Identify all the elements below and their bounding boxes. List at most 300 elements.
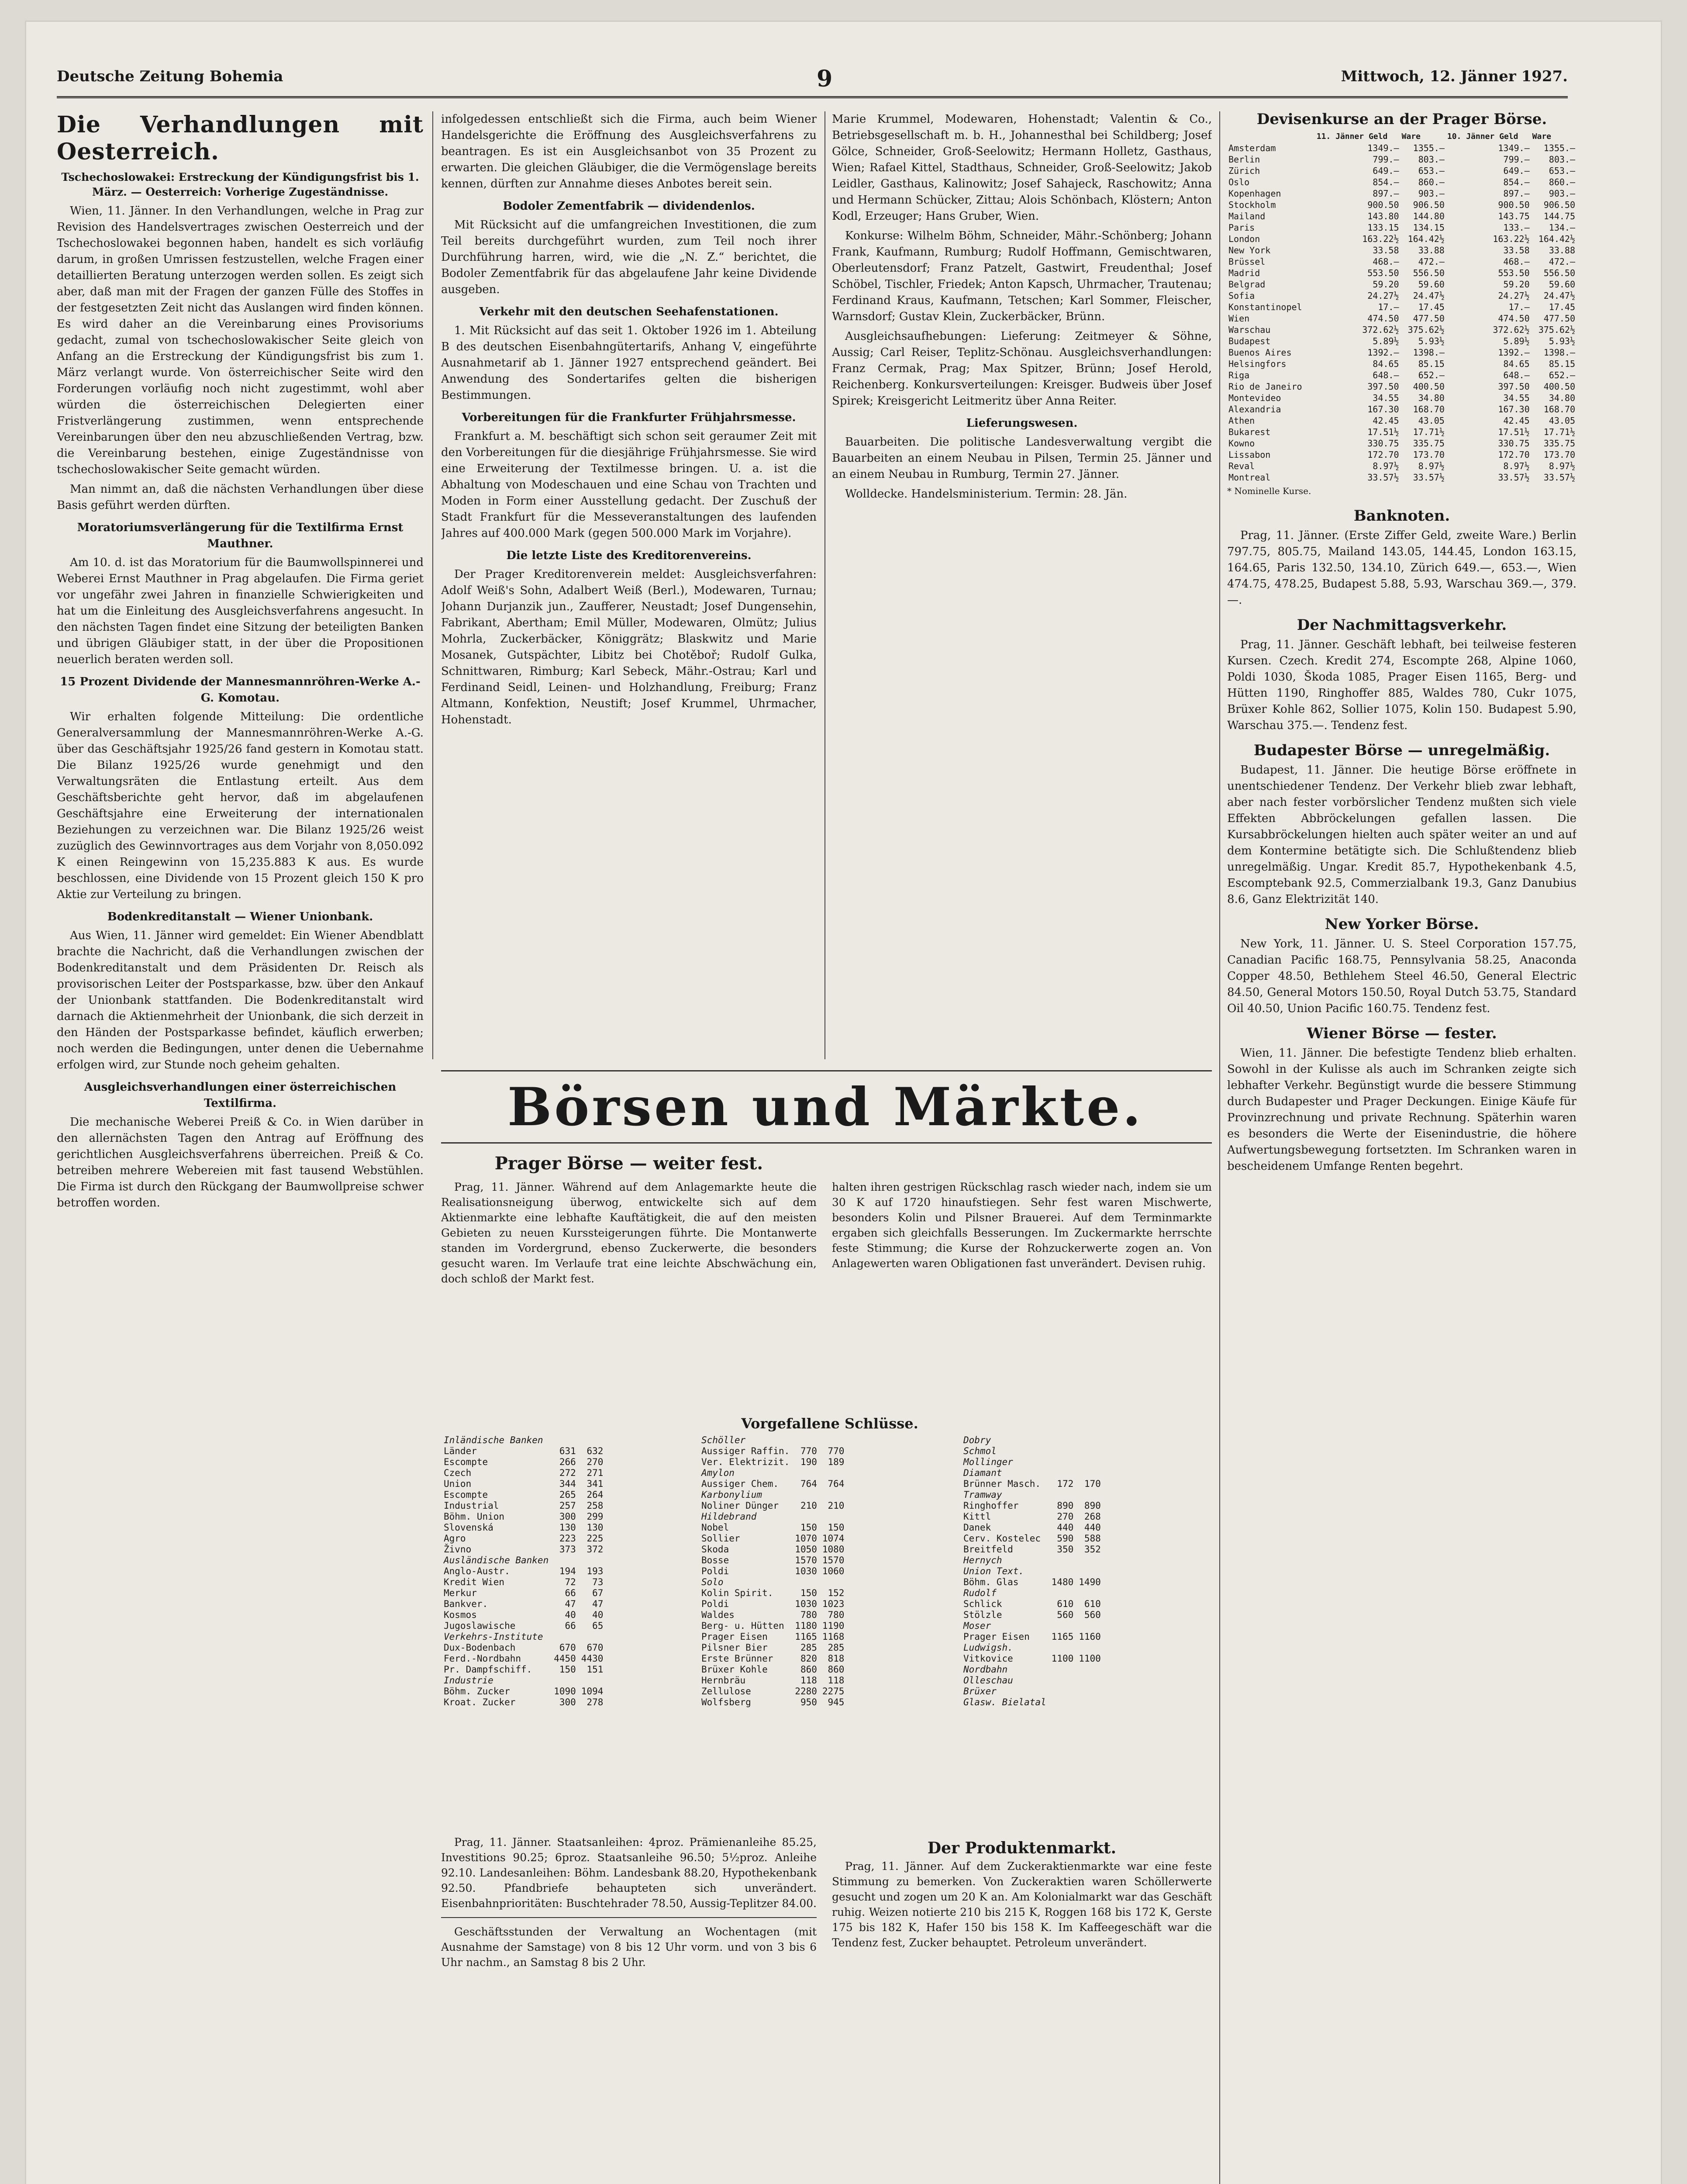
currency-place: Mailand xyxy=(1228,211,1266,221)
table-row xyxy=(961,1435,1104,1446)
quote-cell: 1570 xyxy=(795,1555,817,1565)
quote-cell: 820 xyxy=(800,1653,817,1664)
quote-cell: 72 xyxy=(565,1577,576,1587)
rate-cell: 33.57½ xyxy=(1367,472,1399,483)
table-row xyxy=(1227,245,1577,256)
quote-cell xyxy=(1049,1446,1076,1457)
column-header: 11. Jänner Geld xyxy=(1316,132,1388,141)
table-row xyxy=(441,1522,606,1533)
currency-place: Bukarest xyxy=(1228,427,1271,437)
quotes-table-3 xyxy=(961,1435,1214,1708)
quote-cell: 299 xyxy=(586,1511,604,1522)
table-row xyxy=(1227,222,1577,233)
rate-cell: 900.50 xyxy=(1498,200,1530,210)
quote-cell: 270 xyxy=(586,1457,604,1467)
table-row xyxy=(1227,267,1577,279)
section-heading: Lieferungswesen. xyxy=(966,417,1078,430)
rate-cell: 167.30 xyxy=(1498,404,1530,415)
quote-cell xyxy=(579,1631,606,1642)
quote-cell xyxy=(1049,1435,1076,1446)
quote-cell xyxy=(1049,1555,1076,1566)
table-row xyxy=(961,1555,1104,1566)
table-row xyxy=(441,1664,606,1675)
quote-cell: 610 xyxy=(1057,1599,1074,1609)
table-row xyxy=(441,1577,606,1588)
rate-cell: 59.60 xyxy=(1549,279,1575,290)
security-name: Prager Eisen xyxy=(701,1631,768,1642)
rate-cell: 84.65 xyxy=(1373,359,1399,369)
table-row xyxy=(441,1489,606,1500)
column-header xyxy=(1227,131,1315,142)
paragraph: Prag, 11. Jänner. Während auf dem Anlagemarkte heute die Realisationsneigung überwog, entwickelte sich auf dem Aktienmarkte eine lebhafte Kauftätigkeit, die auf den meisten Gebieten zu neuen Kurssteigerungen führte. Die Montanwerte standen im Vordergrund, ebenso Zuckerwerte, die besonders gesucht waren. Im Verlaufe trat eine leichte Abschwächung ein, doch schloß der Markt fest. xyxy=(441,1181,817,1285)
table-row xyxy=(961,1446,1104,1457)
quote-cell: 150 xyxy=(800,1588,817,1598)
rate-cell: 803.— xyxy=(1418,154,1445,165)
security-name: Mollinger xyxy=(963,1457,1013,1467)
rate-cell: 474.50 xyxy=(1367,313,1399,324)
section-heading: Banknoten. xyxy=(1353,507,1450,525)
security-name: Böhm. Union xyxy=(444,1511,505,1522)
quote-cell: 2275 xyxy=(822,1686,845,1697)
table-row xyxy=(441,1686,606,1697)
table-row xyxy=(441,1631,606,1642)
paragraph: Frankfurt a. M. beschäftigt sich schon seit geraumer Zeit mit den Vorbereitungen für die diesjährige Frühjahrsmesse. Sie wird eine Erweiterung der Textilmesse bringen. U. a. ist die Abhaltung von Modeschauen und eine Schau von Trachten und Moden in Form einer Ausstellung gedacht. Der Zuschuß der Stadt Frankfurt für die Messeveranstaltungen des laufenden Jahres auf 400.000 Mark (gegen 500.000 Mark im Vorjahre). xyxy=(441,430,817,540)
table-row xyxy=(961,1653,1104,1664)
security-name: Stölzle xyxy=(963,1610,1002,1620)
rate-cell: 1349.— xyxy=(1367,143,1399,153)
table-row xyxy=(441,1468,606,1479)
paragraph: halten ihren gestrigen Rückschlag rasch wieder nach, indem sie um 30 K auf 1720 hinaufstiegen. Sehr fest waren Mischwerte, besonders Kolin und Pilsner Brauerei. Auf dem Terminmarkte ergaben sich gleichfalls Besserungen. Im Zuckermarkte herrschte feste Stimmung; die Kurse der Rohzuckerwerte zogen an. Von Anlagewerten waren Obligationen fast unverändert. Devisen ruhig. xyxy=(832,1181,1212,1270)
quote-cell: 2280 xyxy=(795,1686,817,1697)
rate-cell: 799.— xyxy=(1373,154,1399,165)
quote-cell: 300 xyxy=(559,1511,576,1522)
rate-cell: 17.45 xyxy=(1418,302,1445,312)
security-name: Moser xyxy=(963,1621,991,1631)
table-row xyxy=(1227,370,1577,381)
table-row xyxy=(1227,313,1577,324)
rate-cell: 854.— xyxy=(1503,177,1530,187)
table-row xyxy=(1227,415,1577,426)
rate-cell: 17.71½ xyxy=(1543,427,1575,437)
paragraph: Prag, 11. Jänner. Staatsanleihen: 4proz. Prämienanleihe 85.25, Investitions 90.25; 6proz. Staatsanleihe 96.50; 5½proz. Anleihe 92.10. Landesanleihen: Böhm. Landesbank 88.20, Hypothekenbank 92.50. Pfandbriefe behaupteten sich unverändert. Eisenbahnprioritäten: Buschtehrader 78.50, Aussig-Teplitzer 84.00. xyxy=(441,1836,817,1910)
quote-cell: 152 xyxy=(828,1588,845,1598)
rate-cell: 17.45 xyxy=(1549,302,1575,312)
rate-cell: 330.75 xyxy=(1367,438,1399,449)
paragraph: Der Prager Kreditorenverein meldet: Ausgleichsverfahren: Adolf Weiß's Sohn, Adalbert Weiß (Berl.), Modewaren, Turnau; Johann Durjanzik jun., Zaufferer, Neustadt; Josef Dungensehin, Fabrikant, Abertham; Emil Müller, Modewaren, Olmütz; Julius Mohrla, Zuckerbäcker, Königgrätz; Blaskwitz und Marie Mosanek, Gutspächter, Libitz bei Chotěboř; Rudolf Gulka, Schnittwaren, Rimburg; Karl Sebeck, Mähr.-Ostrau; Karl und Ferdinand Seidl, Leinen- und Holzhandlung, Freiburg; Franz Altmann, Konfektion, Neustift; Josef Krummel, Uhrmacher, Hohenstadt. xyxy=(441,568,817,726)
security-name: Vitkovice xyxy=(963,1653,1013,1664)
security-name: Danek xyxy=(963,1522,991,1533)
paragraph: Marie Krummel, Modewaren, Hohenstadt; Valentin & Co., Betriebsgesellschaft m. b. H., Johannesthal bei Schildberg; Josef Gölce, Schneider, Groß-Seelowitz; Hermann Holletz, Gasthaus, Wien; Rafael Kittel, Stadthaus, Schneider, Groß-Seelowitz; Jakob Leidler, Gasthaus, Kalinowitz; Josef Sahajeck, Raschowitz; Anna und Hermann Schücker, Zittau; Alois Schönbach, Klöstern; Anton Kodl, Erzeuger; Hans Gruber, Wien. xyxy=(832,113,1212,223)
table-row xyxy=(441,1610,606,1621)
rate-cell: 1355.— xyxy=(1543,143,1575,153)
currency-place: Alexandria xyxy=(1228,404,1281,415)
quote-cell: 1080 xyxy=(822,1544,845,1555)
section-heading: Moratoriumsverlängerung für die Textilfirma Ernst Mauthner. xyxy=(77,521,404,550)
rate-cell: 1355.— xyxy=(1413,143,1445,153)
table-row xyxy=(699,1489,847,1500)
security-name: Böhm. Glas xyxy=(963,1577,1019,1587)
rate-cell: 24.27½ xyxy=(1498,290,1530,301)
quote-cell: 193 xyxy=(586,1566,604,1576)
column-3 xyxy=(832,111,1212,1059)
table-row xyxy=(441,1446,606,1457)
security-name: Inländische Banken xyxy=(444,1435,543,1445)
quote-cell: 118 xyxy=(828,1675,845,1686)
table-row xyxy=(961,1533,1104,1544)
table-row xyxy=(699,1621,847,1631)
rate-cell: 1392.— xyxy=(1498,347,1530,358)
table-row xyxy=(961,1599,1104,1610)
rate-cell: 34.80 xyxy=(1418,393,1445,403)
rate-cell: 33.57½ xyxy=(1498,472,1530,483)
quote-cell: 780 xyxy=(828,1610,845,1620)
currency-place: Warschau xyxy=(1228,325,1271,335)
table-row xyxy=(1227,188,1577,199)
quote-cell xyxy=(820,1577,847,1588)
currency-place: Berlin xyxy=(1228,154,1260,165)
security-name: Cerv. Kostelec xyxy=(963,1533,1041,1544)
table-row xyxy=(699,1566,847,1577)
table-row xyxy=(1227,142,1577,154)
quotes-table-2 xyxy=(699,1435,956,1708)
quote-cell: 1480 xyxy=(1051,1577,1074,1587)
paragraph: Bauarbeiten. Die politische Landesverwaltung vergibt die Bauarbeiten an einem Neubau in Pilsen, Termin 25. Jänner und an einem Neubau in Rumburg, Termin 27. Jänner. xyxy=(832,435,1212,481)
table-row xyxy=(441,1533,606,1544)
security-name: Karbonylium xyxy=(701,1489,762,1500)
currency-place: London xyxy=(1228,234,1260,244)
quote-cell xyxy=(1049,1642,1076,1653)
security-name: Pr. Dampfschiff. xyxy=(444,1664,532,1675)
quote-cell xyxy=(1049,1664,1076,1675)
currency-place: Riga xyxy=(1228,370,1250,380)
table-row xyxy=(1227,211,1577,222)
rate-cell: 653.— xyxy=(1549,166,1575,176)
rate-cell: 903.— xyxy=(1418,188,1445,199)
currency-place: Oslo xyxy=(1228,177,1250,187)
rate-cell: 17.51½ xyxy=(1498,427,1530,437)
section-rule xyxy=(441,1142,1212,1144)
quote-cell: 47 xyxy=(565,1599,576,1609)
quote-cell: 266 xyxy=(559,1457,576,1467)
paper-name: Deutsche Zeitung Bohemia xyxy=(57,68,283,85)
rate-cell: 472.— xyxy=(1549,256,1575,267)
quote-cell xyxy=(792,1435,820,1446)
table-row xyxy=(961,1468,1104,1479)
quote-cell: 285 xyxy=(828,1642,845,1653)
quote-cell: 1490 xyxy=(1079,1577,1101,1587)
rate-cell: 134.— xyxy=(1549,222,1575,233)
rate-cell: 468.— xyxy=(1373,256,1399,267)
quote-cell: 1165 xyxy=(1051,1631,1074,1642)
rate-cell: 8.97½ xyxy=(1503,461,1530,471)
paragraph: Wien, 11. Jänner. Die befestigte Tendenz blieb erhalten. Sowohl in der Kulisse als auch im Schranken zeigte sich lebhafter Verkehr. Begünstigt wurde die bessere Stimmung durch Budapester und Prager Deckungen. Einige Käufe für Provinzrechnung und private Rechnung. Späterhin waren es besonders die Werte der Eisenindustrie, die höhere Aufwertungsbewegung fortsetzten. Im Schranken waren in bescheidenem Umfange Renten begehrt. xyxy=(1227,1047,1577,1173)
bonds-report xyxy=(441,1835,817,2184)
security-name: Kosmos xyxy=(444,1610,477,1620)
quote-cell xyxy=(1076,1489,1104,1500)
security-name: Živno xyxy=(444,1544,472,1555)
table-row xyxy=(1227,438,1577,449)
quote-cell: 194 xyxy=(559,1566,576,1576)
quote-cell: 588 xyxy=(1084,1533,1101,1544)
security-name: Industrie xyxy=(444,1675,493,1686)
paragraph: Wien, 11. Jänner. In den Verhandlungen, welche in Prag zur Revision des Handelsvertrages zwischen Oesterreich und der Tschechoslowakei begonnen haben, handelt es sich vorläufig darum, in großen Umrissen festzustellen, welche Fragen einer detaillierten Beratung unterzogen werden sollen. Es zeigt sich aber, daß man mit der Fragen der ganzen Fülle des Stoffes in der festgesetzten Zeit nicht das Auslangen wird finden können. Es wird daher an die Vereinbarung eines Provisoriums gedacht, zumal von tschechoslowakischer Seite gleich von Anfang an die Erstreckung der Kündigungsfrist bis zum 1. März verlangt wurde. Von österreichischer Seite wird den Forderungen vorläufig noch nicht zugestimmt, wohl aber würden die österreichischen Delegierten einer Fristverlängerung zustimmen, wenn entsprechende Vereinbarungen über den neu abzuschließenden Vertrag, bzw. die Vereinbarung bestehen, einige Zugeständnisse von tschechoslowakischer Seite gemacht würden. xyxy=(57,204,424,476)
quote-cell: 780 xyxy=(800,1610,817,1620)
currency-place: Zürich xyxy=(1228,166,1260,176)
rate-cell: 59.20 xyxy=(1373,279,1399,290)
quote-cell xyxy=(1076,1675,1104,1686)
paragraph: Ausgleichsaufhebungen: Lieferung: Zeitmeyer & Söhne, Aussig; Carl Reiser, Teplitz-Schönau. Ausgleichsverhandlungen: Franz Cermak, Prag; Max Spitzer, Brünn; Josef Herold, Reichenberg. Konkursverteilungen: Kreisger. Budweis über Josef Spirek; Kreisgericht Leitmeritz über Anna Reiter. xyxy=(832,330,1212,408)
table-row xyxy=(961,1686,1104,1697)
rate-cell: 133.— xyxy=(1503,222,1530,233)
section-heading: Wiener Börse — fester. xyxy=(1307,1025,1497,1042)
table-row xyxy=(699,1511,847,1522)
table-row xyxy=(699,1675,847,1686)
security-name: Breitfeld xyxy=(963,1544,1013,1555)
rate-cell: 553.50 xyxy=(1367,268,1399,278)
rate-cell: 17.51½ xyxy=(1367,427,1399,437)
rate-cell: 903.— xyxy=(1549,188,1575,199)
security-name: Union xyxy=(444,1479,472,1489)
table-row xyxy=(441,1642,606,1653)
quote-cell: 190 xyxy=(800,1457,817,1467)
quote-cell: 818 xyxy=(828,1653,845,1664)
table-row xyxy=(1227,392,1577,404)
column-header: Ware xyxy=(1401,132,1421,141)
table-row xyxy=(441,1435,606,1446)
rate-cell: 335.75 xyxy=(1413,438,1445,449)
quote-cell xyxy=(551,1675,579,1686)
currency-place: Amsterdam xyxy=(1228,143,1276,153)
quote-cell xyxy=(792,1489,820,1500)
paragraph: Konkurse: Wilhelm Böhm, Schneider, Mähr.-Schönberg; Johann Frank, Kaufmann, Rumburg; Rudolf Hoffmann, Gemischtwaren, Oberleutensdorf; Franz Patzelt, Gastwirt, Freudenthal; Josef Schöbel, Tischler, Friedek; Anton Kapsch, Uhrmacher, Trautenau; Ferdinand Kraus, Kaufmann, Tetschen; Karl Sommer, Fleischer, Warnsdorf; Gustav Klein, Zuckerbäcker, Brünn. xyxy=(832,229,1212,323)
section-heading: New Yorker Börse. xyxy=(1325,916,1479,933)
table-row xyxy=(441,1555,606,1566)
rate-cell: 17.— xyxy=(1378,302,1399,312)
rate-cell: 1398.— xyxy=(1413,347,1445,358)
rate-cell: 648.— xyxy=(1503,370,1530,380)
table-row xyxy=(961,1457,1104,1468)
table-row xyxy=(699,1664,847,1675)
quote-cell: 40 xyxy=(592,1610,604,1620)
table-row xyxy=(699,1533,847,1544)
quote-cell xyxy=(820,1489,847,1500)
quote-cell: 1030 xyxy=(795,1566,817,1576)
quote-cell xyxy=(1076,1555,1104,1566)
quote-cell xyxy=(1076,1468,1104,1479)
rate-cell: 5.93½ xyxy=(1418,336,1445,346)
quotes-table-1 xyxy=(441,1435,699,1708)
quote-cell: 1180 xyxy=(795,1621,817,1631)
quote-cell xyxy=(1076,1446,1104,1457)
security-name: Nordbahn xyxy=(963,1664,1008,1675)
rate-cell: 1349.— xyxy=(1498,143,1530,153)
quote-cell: 764 xyxy=(828,1479,845,1489)
currency-place: Madrid xyxy=(1228,268,1260,278)
table-row xyxy=(699,1522,847,1533)
rate-cell: 649.— xyxy=(1373,166,1399,176)
rate-cell: 24.47½ xyxy=(1413,290,1445,301)
quote-cell xyxy=(1049,1457,1076,1468)
table-row xyxy=(441,1511,606,1522)
rate-cell: 33.88 xyxy=(1549,245,1575,256)
quote-cell: 1100 xyxy=(1051,1653,1074,1664)
table-row xyxy=(441,1653,606,1664)
table-row xyxy=(699,1544,847,1555)
quote-cell xyxy=(792,1468,820,1479)
quote-cell: 890 xyxy=(1057,1500,1074,1511)
security-name: Kolin Spirit. xyxy=(701,1588,773,1598)
quote-cell xyxy=(1049,1686,1076,1697)
table-row xyxy=(961,1522,1104,1533)
rate-cell: 1398.— xyxy=(1543,347,1575,358)
quote-cell: 264 xyxy=(586,1489,604,1500)
paragraph: Die mechanische Weberei Preiß & Co. in Wien darüber in den allernächsten Tagen den Antrag auf Eröffnung des gerichtlichen Ausgleichsverfahrens überreichen. Preiß & Co. betreiben mehrere Webereien mit fast tausend Webstühlen. Die Firma ist durch den Rückgang der Baumwollpreise schwer betroffen worden. xyxy=(57,1116,424,1209)
table-row xyxy=(441,1621,606,1631)
security-name: Bosse xyxy=(701,1555,729,1565)
quote-cell: 670 xyxy=(559,1642,576,1653)
table-row xyxy=(961,1489,1104,1500)
rate-cell: 33.88 xyxy=(1418,245,1445,256)
rate-cell: 85.15 xyxy=(1549,359,1575,369)
quote-cell: 172 xyxy=(1057,1479,1074,1489)
currency-place: Kopenhagen xyxy=(1228,188,1281,199)
quote-cell: 285 xyxy=(800,1642,817,1653)
table-row xyxy=(961,1621,1104,1631)
security-name: Brünner Masch. xyxy=(963,1479,1041,1489)
rate-cell: 164.42½ xyxy=(1538,234,1575,244)
table-row xyxy=(1227,256,1577,267)
quote-cell: 66 xyxy=(565,1588,576,1598)
quote-cell: 945 xyxy=(828,1697,845,1707)
security-name: Skoda xyxy=(701,1544,729,1555)
table-row xyxy=(961,1544,1104,1555)
security-name: Verkehrs-Institute xyxy=(444,1631,543,1642)
rate-cell: 8.97½ xyxy=(1549,461,1575,471)
article-title: Die Verhandlungen mit Oesterreich. xyxy=(57,111,424,165)
quote-cell xyxy=(1049,1588,1076,1599)
quote-cell: 1090 xyxy=(554,1686,576,1697)
security-name: Agro xyxy=(444,1533,466,1544)
quote-cell: 278 xyxy=(586,1697,604,1707)
rate-cell: 330.75 xyxy=(1498,438,1530,449)
security-name: Poldi xyxy=(701,1599,729,1609)
table-row xyxy=(961,1642,1104,1653)
produce-market xyxy=(832,1835,1212,2184)
quote-cell: 150 xyxy=(559,1664,576,1675)
currency-place: Stockholm xyxy=(1228,200,1276,210)
table-row xyxy=(441,1675,606,1686)
quote-cell xyxy=(1076,1435,1104,1446)
rate-cell: 59.60 xyxy=(1418,279,1445,290)
rate-cell: 134.15 xyxy=(1413,222,1445,233)
currency-place: Brüssel xyxy=(1228,256,1266,267)
rate-cell: 33.57½ xyxy=(1543,472,1575,483)
divider xyxy=(441,1917,817,1918)
currency-place: Helsingfors xyxy=(1228,359,1287,369)
table-row xyxy=(961,1675,1104,1686)
rate-cell: 652.— xyxy=(1418,370,1445,380)
quote-cell: 560 xyxy=(1084,1610,1101,1620)
rate-cell: 163.22½ xyxy=(1362,234,1399,244)
quote-cell xyxy=(579,1555,606,1566)
paragraph: Budapest, 11. Jänner. Die heutige Börse eröffnete in unentschiedener Tendenz. Der Verkehr blieb zwar lebhaft, aber nach fester vorbörslicher Tendenz mußten sich viele Effekten Abbröckelungen gefallen lassen. Die Kursabbröckelungen hielten auch später weiter an und auf dem Kontermine betätigte sich. Die Schlußtendenz blieb unregelmäßig. Ungar. Kredit 85.7, Hypothekenbank 4.5, Escomptebank 92.5, Commerzialbank 19.3, Ganz Danubius 8.6, Ganz Elektrizität 140. xyxy=(1227,764,1577,906)
security-name: Union Text. xyxy=(963,1566,1025,1576)
table-row xyxy=(699,1555,847,1566)
quote-cell: 631 xyxy=(559,1446,576,1456)
section-heading: Verkehr mit den deutschen Seehafenstationen. xyxy=(479,305,779,318)
rate-cell: 906.50 xyxy=(1543,200,1575,210)
security-name: Aussiger Chem. xyxy=(701,1479,779,1489)
currency-place: Kowno xyxy=(1228,438,1255,449)
security-name: Rudolf xyxy=(963,1588,997,1598)
quote-cell xyxy=(1076,1588,1104,1599)
table-row xyxy=(1227,324,1577,335)
quote-cell xyxy=(820,1468,847,1479)
rate-cell: 17.71½ xyxy=(1413,427,1445,437)
rate-cell: 400.50 xyxy=(1413,381,1445,392)
rate-cell: 42.45 xyxy=(1373,415,1399,426)
quote-cell: 40 xyxy=(565,1610,576,1620)
currency-place: Budapest xyxy=(1228,336,1271,346)
security-name: Schöller xyxy=(701,1435,746,1445)
table-row xyxy=(441,1479,606,1489)
quote-cell: 170 xyxy=(1084,1479,1101,1489)
quote-cell: 1190 xyxy=(822,1621,845,1631)
table-row xyxy=(441,1697,606,1708)
security-name: Merkur xyxy=(444,1588,477,1598)
prague-report-right xyxy=(832,1179,1212,1415)
table-row xyxy=(699,1686,847,1697)
rate-cell: 24.27½ xyxy=(1367,290,1399,301)
security-name: Slovenská xyxy=(444,1522,493,1533)
quote-cell: 65 xyxy=(592,1621,604,1631)
table-row xyxy=(699,1631,847,1642)
table-row xyxy=(1227,301,1577,313)
table-row xyxy=(1227,358,1577,370)
paragraph: Prag, 11. Jänner. (Erste Ziffer Geld, zweite Ware.) Berlin 797.75, 805.75, Mailand 143.05, 144.45, London 163.15, 164.65, Paris 132.50, 134.10, Zürich 649.—, 653.—, Wien 474.75, 478.25, Budapest 5.88, 5.93, Warschau 369.—, 379.—. xyxy=(1227,529,1577,607)
rate-cell: 172.70 xyxy=(1367,449,1399,460)
quote-cell: 268 xyxy=(1084,1511,1101,1522)
security-name: Nobel xyxy=(701,1522,729,1533)
rate-cell: 168.70 xyxy=(1543,404,1575,415)
quote-cell xyxy=(820,1511,847,1522)
section-rule xyxy=(441,1070,1212,1071)
currency-place: Belgrad xyxy=(1228,279,1266,290)
quote-cell: 670 xyxy=(586,1642,604,1653)
table-note: * Nominelle Kurse. xyxy=(1227,486,1311,496)
quote-cell xyxy=(1049,1468,1076,1479)
paragraph: 1. Mit Rücksicht auf das seit 1. Oktober 1926 im 1. Abteilung B des deutschen Eisenbahngütertarifs, Anhang V, eingeführte Ausnahmetarif ab 1. Jänner 1927 entsprechend geändert. Bei Anwendung des Sondertarifes gelten die bisherigen Bestimmungen. xyxy=(441,324,817,402)
security-name: Hernbräu xyxy=(701,1675,746,1686)
security-name: Tramway xyxy=(963,1489,1002,1500)
currency-place: Rio de Janeiro xyxy=(1228,381,1302,392)
quote-cell: 258 xyxy=(586,1500,604,1511)
table-row xyxy=(1227,460,1577,472)
table-row xyxy=(699,1468,847,1479)
section-heading: Budapester Börse — unregelmäßig. xyxy=(1253,742,1550,759)
rate-cell: 59.20 xyxy=(1503,279,1530,290)
table-row xyxy=(1227,165,1577,176)
rate-cell: 5.93½ xyxy=(1549,336,1575,346)
table-row xyxy=(699,1653,847,1664)
quote-cell: 1168 xyxy=(822,1631,845,1642)
quote-cell: 560 xyxy=(1057,1610,1074,1620)
column-header: 10. Jänner Geld xyxy=(1447,132,1518,141)
rate-cell: 799.— xyxy=(1503,154,1530,165)
paragraph: Mit Rücksicht auf die umfangreichen Investitionen, die zum Teil bereits durchgeführt wurden, zum Teil noch ihrer Durchführung harren, wird, wie die „N. Z.“ berichtet, die Bodoler Zementfabrik für das abgelaufene Jahr keine Dividende ausgeben. xyxy=(441,218,817,296)
quote-cell xyxy=(579,1435,606,1446)
table-row xyxy=(961,1588,1104,1599)
